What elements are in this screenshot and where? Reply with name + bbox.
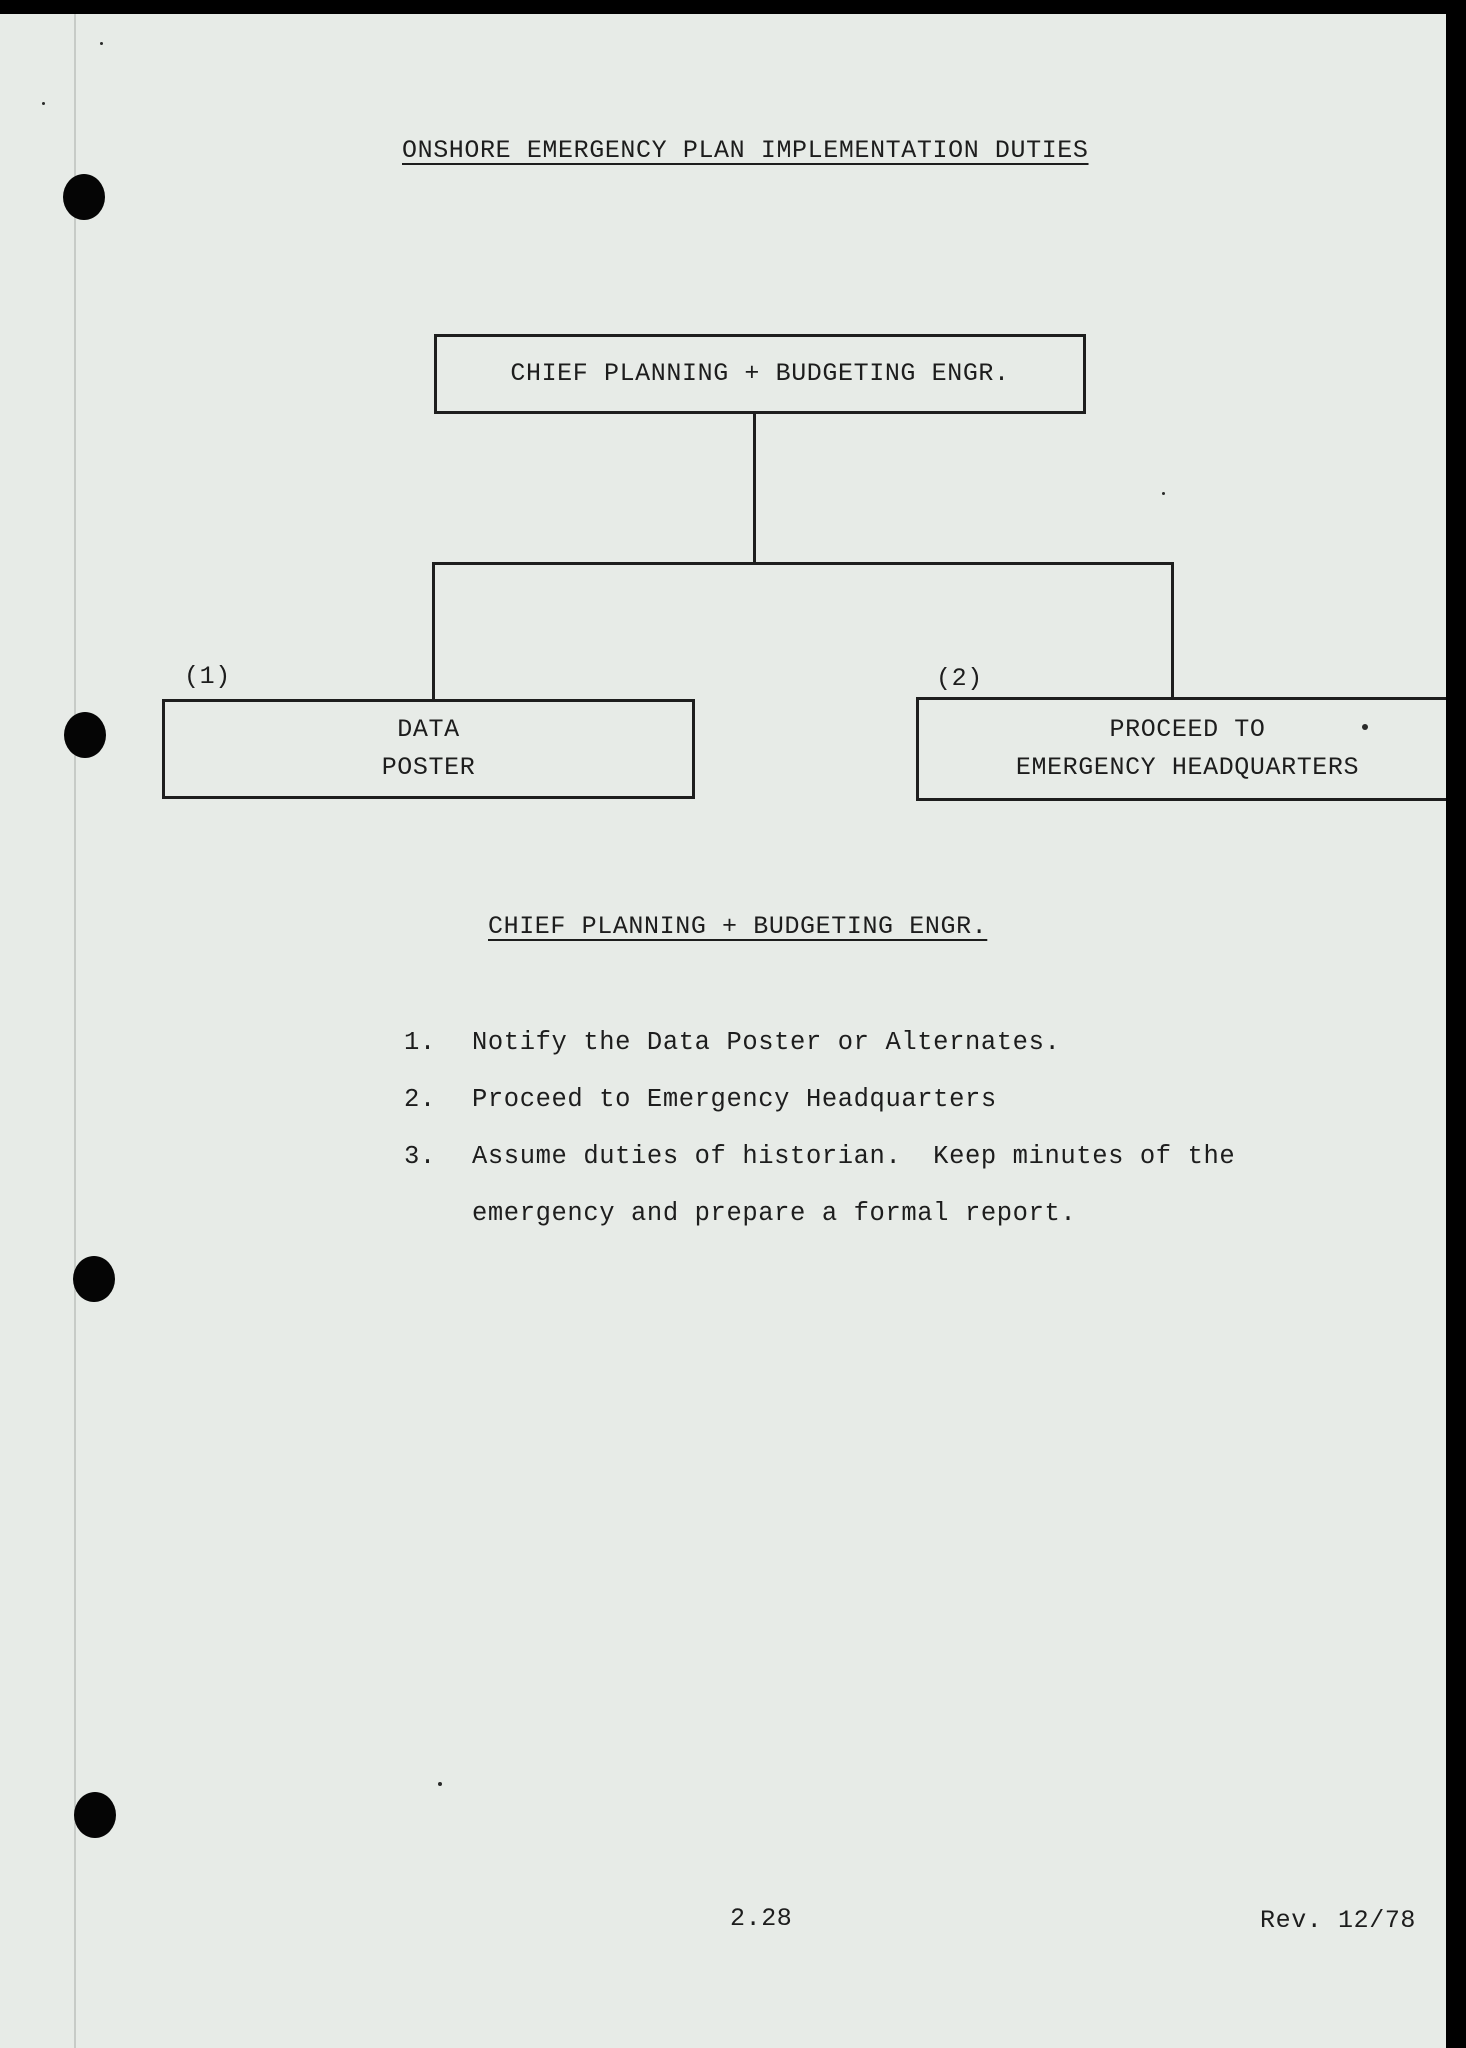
margin-line (74, 14, 76, 2048)
connector-left-drop (432, 562, 435, 700)
connector-horizontal (432, 562, 1174, 565)
org-box-chief-planning-label: CHIEF PLANNING + BUDGETING ENGR. (510, 359, 1010, 388)
punch-hole (74, 1792, 116, 1838)
scan-speck (1362, 724, 1368, 730)
org-box-emergency-hq (916, 697, 1446, 801)
duty-text-continuation: emergency and prepare a formal report. (472, 1199, 1077, 1228)
duty-text: Proceed to Emergency Headquarters (472, 1085, 997, 1114)
org-box-data-poster (162, 699, 695, 799)
document-page (0, 14, 1446, 2048)
duty-number: 3. (404, 1142, 436, 1171)
connector-right-drop (1171, 562, 1174, 698)
scan-speck (1162, 492, 1165, 495)
document-title: ONSHORE EMERGENCY PLAN IMPLEMENTATION DUTIES (402, 136, 1089, 165)
duty-number: 1. (404, 1028, 436, 1057)
duty-text: Notify the Data Poster or Alternates. (472, 1028, 1061, 1057)
org-box-data-poster-line1: DATA (397, 715, 460, 744)
section-heading: CHIEF PLANNING + BUDGETING ENGR. (488, 912, 988, 941)
punch-hole (63, 174, 105, 220)
page-number: 2.28 (730, 1904, 793, 1933)
org-box-data-poster-line2: POSTER (381, 753, 476, 782)
org-number-1: (1) (184, 662, 231, 691)
duty-item (404, 1071, 997, 1128)
punch-hole (64, 712, 106, 758)
org-box-chief-planning (434, 334, 1086, 414)
duty-item (404, 1128, 1235, 1242)
duty-number: 2. (404, 1085, 436, 1114)
punch-hole (73, 1256, 115, 1302)
duty-text: Assume duties of historian. Keep minutes of the (472, 1142, 1236, 1171)
scan-speck (100, 42, 103, 45)
org-box-emergency-hq-line1: PROCEED TO (1109, 715, 1266, 744)
scan-speck (438, 1782, 442, 1786)
revision-label: Rev. 12/78 (1260, 1906, 1417, 1935)
org-box-emergency-hq-line2: EMERGENCY HEADQUARTERS (1015, 753, 1360, 782)
org-number-2: (2) (936, 664, 983, 693)
connector-vertical-top (753, 412, 756, 564)
scan-speck (42, 102, 45, 105)
duty-item (404, 1014, 1060, 1071)
